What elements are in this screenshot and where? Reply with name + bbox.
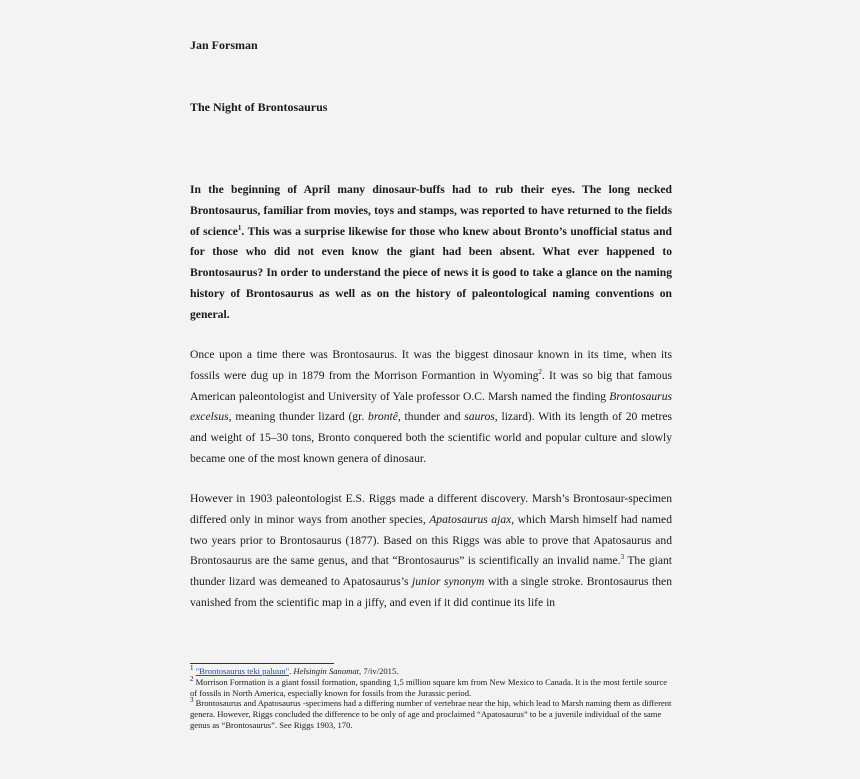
body-paragraph-2 [190, 345, 672, 470]
footnote-1-publication: Helsingin Sanomat [293, 666, 360, 676]
footnote-1 [190, 666, 672, 677]
footnote-1-number: 1 [190, 664, 194, 673]
footnote-ref-3[interactable]: 3 [620, 553, 625, 562]
footnote-ref-1[interactable]: 1 [237, 223, 242, 232]
document-title: The Night of Brontosaurus [190, 100, 328, 114]
intro-text-2: . This was a surprise likewise for those who knew about Bronto’s unofficial status and for those who did not even know the giant had been absent. What ever happened to Brontosaurus? In order to understand the piece of news it is good to take a glance on the naming history of Brontosaurus as well as on the history of paleontological naming conventions on general. [190, 224, 672, 321]
footnote-3 [190, 698, 672, 730]
p2-italic-sauros: sauros [464, 410, 495, 424]
p2-text-4: , thunder and [397, 410, 465, 424]
p2-text-3: , meaning thunder lizard (gr. [228, 410, 369, 424]
p2-text-5: , lizard). With its length of 20 metres and weight of 15–30 tons, Bronto conquered both the scientific world and popular culture and slowly became one of the most known genera of dinosaur. [190, 410, 672, 465]
footnote-3-number: 3 [190, 696, 194, 705]
p3-text-2: , which Marsh himself had named two years prior to Brontosaurus (1877). Based on this Riggs was able to prove that Apatosaurus and Brontosaurus are the same genus, and that “Brontosaurus” is scientifically an invalid name. [190, 512, 672, 568]
author-name: Jan Forsman [190, 38, 258, 52]
footnote-1-link[interactable]: "Brontosaurus teki paluun" [195, 666, 290, 676]
p2-text-1: Once upon a time there was Brontosaurus. It was the biggest dinosaur known in its time, when its fossils were dug up in 1879 from the Morrison Formantion in Wyoming [190, 348, 672, 382]
footnote-2 [190, 674, 672, 699]
footnote-divider [190, 663, 334, 664]
p3-text-1: However in 1903 paleontologist E.S. Riggs made a different discovery. Marsh’s Brontosaur-specimen differed only in minor ways from another species, [190, 492, 672, 526]
footnote-2-number: 2 [190, 674, 194, 683]
intro-paragraph [190, 180, 672, 326]
p3-text-4: with a single stroke. Brontosaurus then vanished from the scientific map in a jiffy, and even if it did continue its life in [190, 575, 673, 609]
footnote-1-end: , 7/iv/2015. [359, 666, 399, 676]
p3-text-3: The giant thunder lizard was demeaned to Apatosaurus’s [190, 554, 672, 589]
p2-text-2: . It was so big that famous American paleontologist and University of Yale professor O.C. Marsh named the finding [190, 368, 673, 403]
intro-text-1: In the beginning of April many dinosaur-buffs had to rub their eyes. The long necked Brontosaurus, familiar from movies, toys and stamps, was reported to have returned to the fields of science [190, 183, 672, 238]
p2-italic-bronte: brontê [368, 410, 398, 424]
p3-italic-species: Apatosaurus ajax [429, 512, 512, 526]
footnotes [190, 666, 672, 731]
footnote-3-text: Brontosaurus and Apatosaurus -specimens had a differing number of vertebrae near the hip, which lead to Marsh naming them as different genera. However, Riggs concluded the difference to be only of age and proclaimed “Apatosaurus” to be a juvenile individual of the same genus as “Brontosaurus”. See Riggs 1903, 170. [190, 698, 672, 730]
footnote-2-text: Morrison Formation is a giant fossil formation, spanding 1,5 million square km from New Mexico to Canada. It is the most fertile source of fossils in North America, especially known for fossils from the Jurassic period. [190, 676, 668, 698]
footnote-1-mid: . [289, 666, 294, 676]
p3-italic-junior-synonym: junior synonym [412, 575, 485, 589]
body-paragraph-3 [190, 489, 672, 614]
p2-italic-species: Brontosaurus excelsus [190, 389, 672, 424]
footnote-ref-2[interactable]: 2 [538, 367, 542, 376]
